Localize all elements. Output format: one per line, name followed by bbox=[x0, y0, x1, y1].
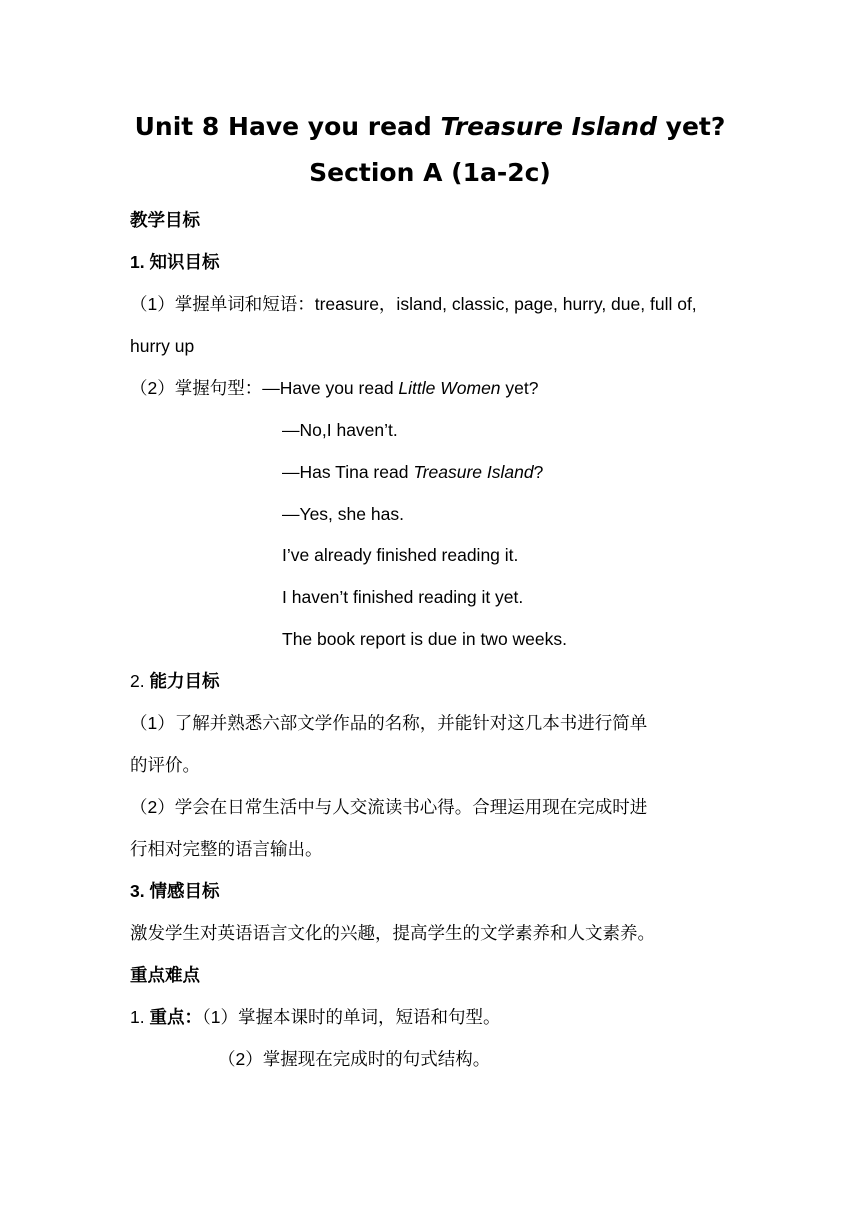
key-label: 重点： bbox=[149, 1007, 202, 1027]
title-part: Unit 8 Have you read bbox=[134, 112, 441, 141]
title-part: yet? bbox=[656, 112, 726, 141]
heading-ability-goals bbox=[130, 667, 219, 695]
knowledge-item-1-cont: hurry up bbox=[130, 336, 195, 356]
ability-item-1-cont: 的评价。 bbox=[130, 755, 200, 775]
document-title bbox=[0, 110, 860, 144]
heading-key-difficult: 重点难点 bbox=[130, 965, 200, 985]
heading-knowledge-goals: 1. 知识目标 bbox=[130, 252, 220, 272]
emotion-text: 激发学生对英语语言文化的兴趣，提高学生的文学素养和人文素养。 bbox=[130, 923, 655, 943]
sentence-pattern bbox=[282, 458, 543, 486]
knowledge-item-2 bbox=[130, 374, 539, 402]
key-point-1 bbox=[130, 1003, 500, 1031]
text-part: —Has Tina read bbox=[282, 462, 414, 482]
sentence-pattern: The book report is due in two weeks. bbox=[282, 629, 568, 649]
text-part: （2）掌握句型：—Have you read bbox=[130, 378, 399, 398]
document-subtitle: Section A (1a-2c) bbox=[309, 158, 551, 187]
heading-number: 2. bbox=[130, 671, 150, 691]
knowledge-item-1: （1）掌握单词和短语：treasure，island, classic, page, hurry, due, full of, bbox=[130, 294, 697, 314]
key-point-2: （2）掌握现在完成时的句式结构。 bbox=[218, 1049, 491, 1069]
title-book-name: Treasure Island bbox=[440, 112, 657, 141]
ability-item-2-cont: 行相对完整的语言输出。 bbox=[130, 839, 323, 859]
sentence-pattern: —No,I haven’t. bbox=[282, 420, 398, 440]
text-part: ? bbox=[533, 462, 544, 482]
item-number: 1. bbox=[130, 1007, 150, 1027]
heading-teaching-goals: 教学目标 bbox=[130, 210, 200, 230]
heading-label: 能力目标 bbox=[149, 671, 220, 691]
ability-item-2: （2）学会在日常生活中与人交流读书心得。合理运用现在完成时进 bbox=[130, 797, 648, 817]
book-name: Little Women bbox=[398, 378, 501, 398]
book-name: Treasure Island bbox=[413, 462, 534, 482]
key-text: （1）掌握本课时的单词，短语和句型。 bbox=[201, 1007, 501, 1027]
sentence-pattern: I haven’t finished reading it yet. bbox=[282, 587, 524, 607]
text-part: yet? bbox=[500, 378, 539, 398]
sentence-pattern: —Yes, she has. bbox=[282, 504, 404, 524]
ability-item-1: （1）了解并熟悉六部文学作品的名称，并能针对这几本书进行简单 bbox=[130, 713, 648, 733]
heading-emotion-goals: 3. 情感目标 bbox=[130, 881, 220, 901]
sentence-pattern: I’ve already finished reading it. bbox=[282, 545, 519, 565]
